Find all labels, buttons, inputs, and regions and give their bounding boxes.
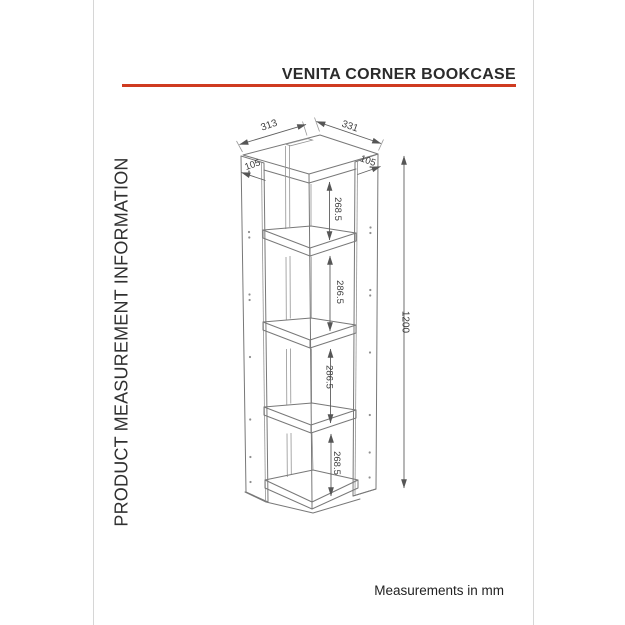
dim-top-right-width: 331 xyxy=(340,118,360,135)
sidebar-vertical-label: PRODUCT MEASUREMENT INFORMATION xyxy=(111,157,132,527)
dim-right-depth: 105 xyxy=(358,153,378,169)
dim-section-top: 268.5 xyxy=(332,197,343,221)
dim-section-bottom: 268.5 xyxy=(331,451,342,475)
dim-section-upper-mid: 286.5 xyxy=(334,280,345,304)
dim-section-lower-mid: 286.5 xyxy=(323,365,335,389)
dim-left-depth: 105 xyxy=(243,157,262,173)
page-title: VENITA CORNER BOOKCASE xyxy=(281,66,516,83)
units-note: Measurements in mm xyxy=(374,583,504,598)
dim-overall-height: 1200 xyxy=(399,310,411,334)
dim-top-left-width: 313 xyxy=(259,117,279,134)
bookcase-outline xyxy=(241,135,378,513)
